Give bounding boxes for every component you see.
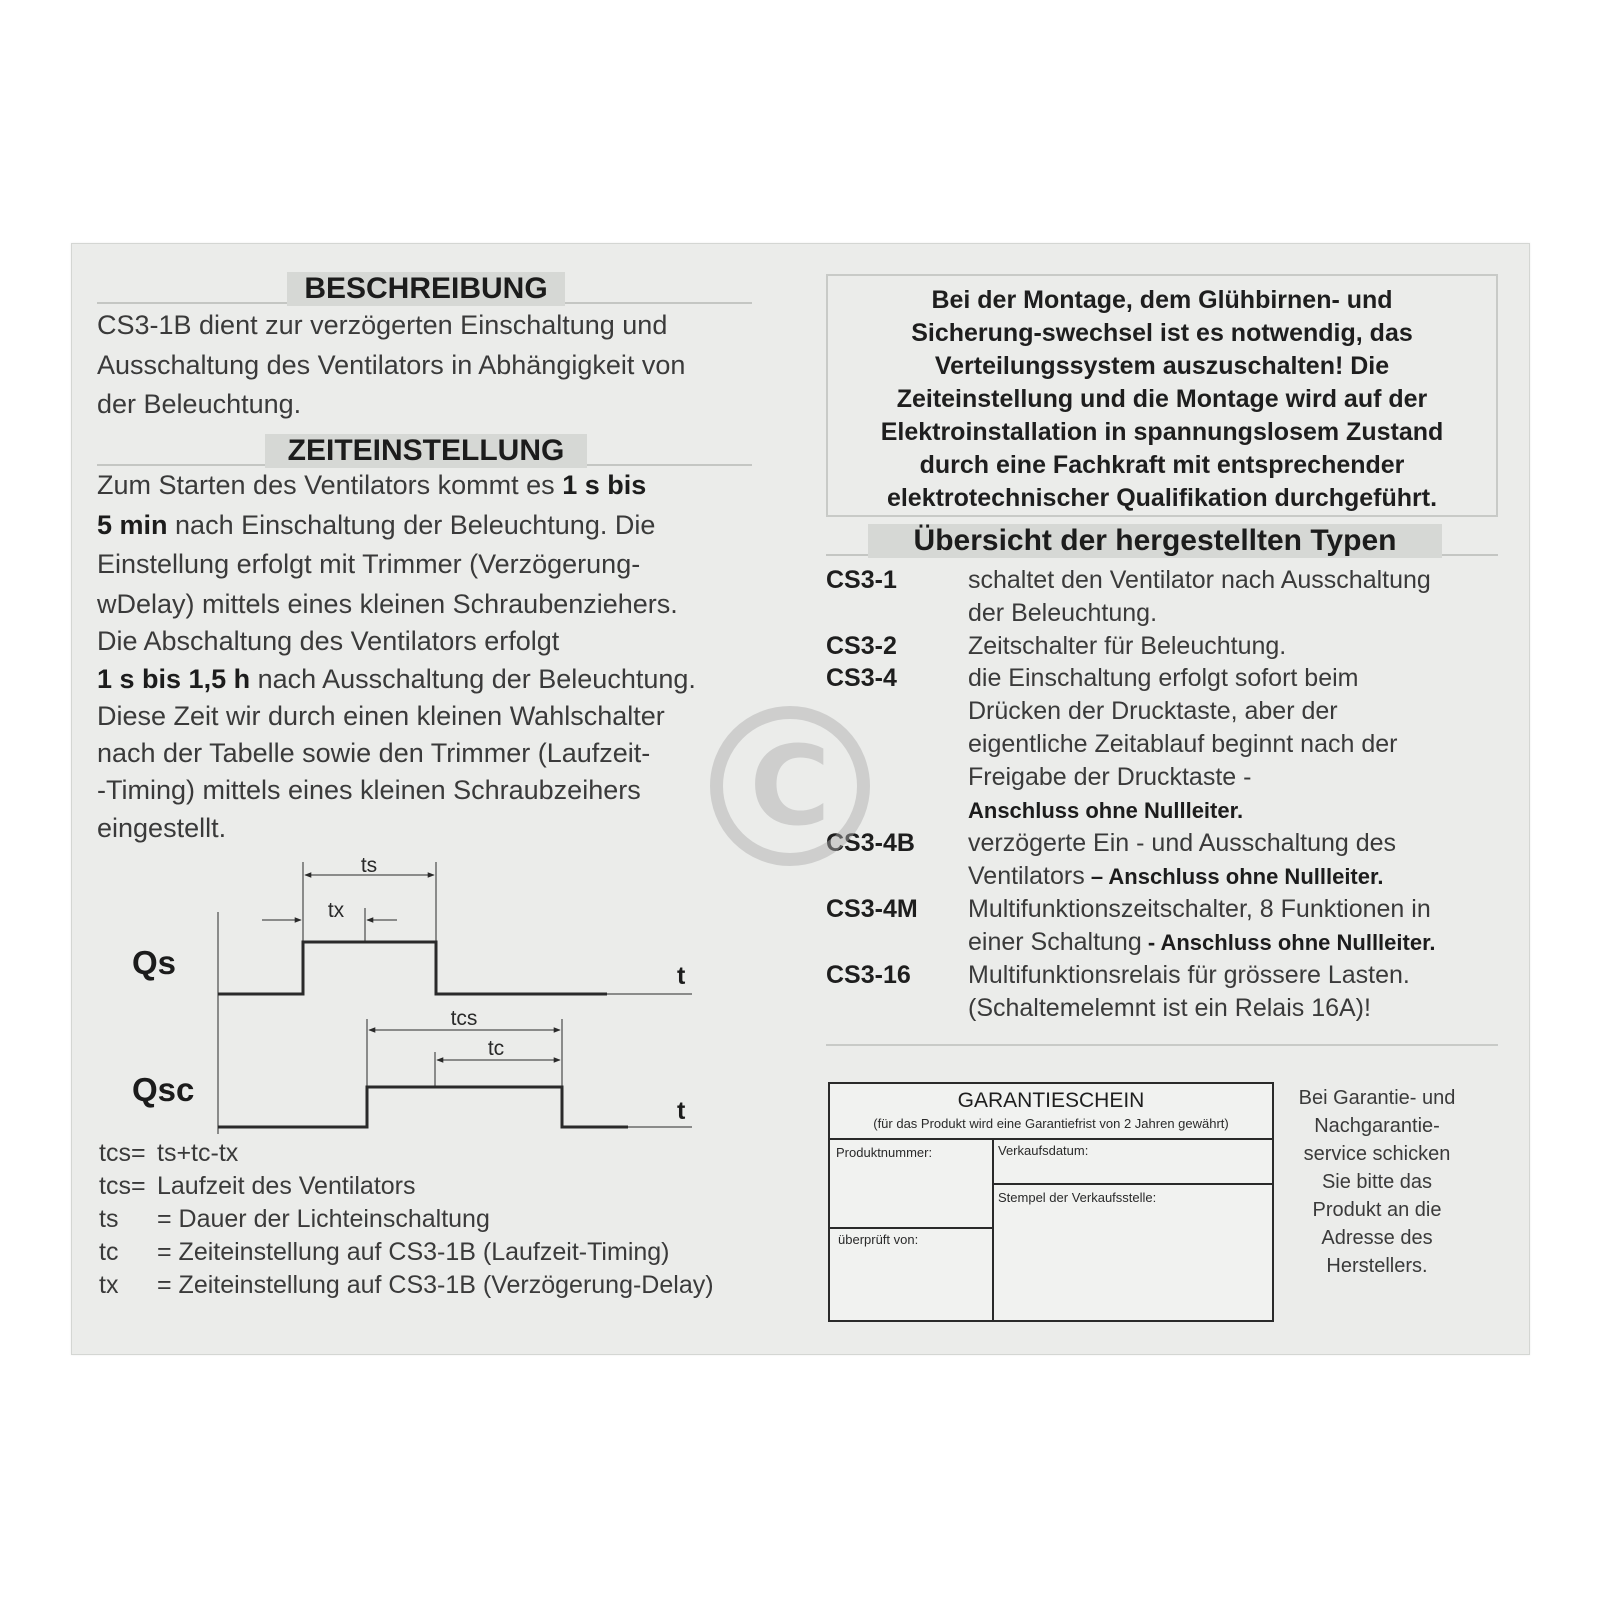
beschreibung-heading-row [97,272,752,304]
warning-line: durch eine Fachkraft mit entsprechender [919,451,1405,479]
text-line: CS3-1B dient zur verzögerten Einschaltung und [97,310,668,340]
type-code: CS3-16 [826,961,911,989]
timing-diagram [72,844,772,1154]
safety-warning-box [826,274,1498,517]
t-label: t [677,1097,686,1125]
type-description: einer Schaltung - Anschluss ohne Nullleiter. [968,928,1436,956]
divider [830,1138,1272,1140]
type-description: Freigabe der Drucktaste - [968,763,1252,791]
beschreibung-heading: BESCHREIBUNG [287,272,565,306]
qs-signal-line [218,942,607,994]
text-line: Einstellung erfolgt mit Trimmer (Verzögerung- [97,549,641,579]
beschreibung-text [97,306,685,425]
warning-line: Elektroinstallation in spannungslosem Zustand [880,418,1444,446]
warning-line: elektrotechnischer Qualifikation durchgeführt. [886,484,1438,512]
zeiteinstellung-heading-row [97,434,752,466]
divider [830,1227,992,1229]
type-description: Zeitschalter für Beleuchtung. [968,632,1287,660]
legend-row: tcs= Laufzeit des Ventilators [99,1172,416,1200]
type-description: verzögerte Ein - und Ausschaltung des [968,829,1397,857]
type-code: CS3-4B [826,829,915,857]
divider [992,1183,1272,1185]
text-line: wDelay) mittels eines kleinen Schraubenziehers. [97,589,678,619]
ts-label: ts [360,854,378,877]
text-line: eingestellt. [97,813,227,843]
text-line: Produkt an die [1312,1199,1442,1221]
text-line: Sie bitte das [1321,1171,1433,1193]
text-line: Diese Zeit wir durch einen kleinen Wahlschalter [97,701,665,731]
type-description: der Beleuchtung. [968,599,1158,627]
qs-label: Qs [132,944,177,981]
qsc-label: Qsc [132,1071,195,1108]
text-line: Bei Garantie- und [1298,1087,1456,1109]
text-line: 5 min nach Einschaltung der Beleuchtung. Die [97,510,656,540]
legend-row: tcs= ts+tc-tx [99,1139,239,1167]
text-line: Adresse des [1321,1227,1433,1249]
legend-row: tx = Zeiteinstellung auf CS3-1B (Verzögerung-Delay) [99,1271,714,1299]
zeiteinstellung-heading: ZEITEINSTELLUNG [265,434,587,468]
tc-label: tc [487,1037,505,1060]
warning-line: Zeiteinstellung und die Montage wird auf der [896,385,1428,413]
type-code: CS3-4 [826,664,897,692]
warning-line: Verteilungssystem auszuschalten! Die [934,352,1390,380]
text-line: -Timing) mittels eines kleinen Schraubzeihers [97,775,641,805]
qsc-signal-line [218,1087,628,1127]
guarantee-certificate [828,1082,1274,1322]
text-line: Herstellers. [1326,1255,1428,1277]
text-line: nach der Tabelle sowie den Trimmer (Laufzeit- [97,738,651,768]
instruction-card [71,243,1530,1355]
type-description: (Schaltemelemnt ist ein Relais 16A)! [968,994,1371,1022]
type-description: Ventilators – Anschluss ohne Nullleiter. [968,862,1384,890]
warning-line: Bei der Montage, dem Glühbirnen- und [931,286,1393,314]
text-line: der Beleuchtung. [97,389,302,420]
product-number-field: Produktnummer: [836,1145,933,1160]
divider [992,1138,994,1320]
text-line: service schicken [1303,1143,1451,1165]
t-label: t [677,962,686,990]
legend-row: ts = Dauer der Lichteinschaltung [99,1205,490,1233]
type-description: eigentliche Zeitablauf beginnt nach der [968,730,1398,758]
type-description: die Einschaltung erfolgt sofort beim [968,664,1359,692]
text-line: 1 s bis 1,5 h nach Ausschaltung der Beleuchtung. [97,664,696,694]
divider [826,1044,1498,1046]
legend-row: tc = Zeiteinstellung auf CS3-1B (Laufzeit-Timing) [99,1238,670,1266]
type-description: Multifunktionszeitschalter, 8 Funktionen in [968,895,1431,923]
text-line: Nachgarantie- [1314,1115,1440,1137]
type-description: Multifunktionsrelais für grössere Lasten. [968,961,1410,989]
checked-by-field: überprüft von: [838,1232,919,1247]
guarantee-note [1292,1084,1462,1280]
type-description: schaltet den Ventilator nach Ausschaltung [968,566,1431,594]
sale-date-field: Verkaufsdatum: [998,1143,1089,1158]
types-heading-row [826,524,1498,556]
stamp-field: Stempel der Verkaufsstelle: [998,1190,1157,1205]
text-line: Zum Starten des Ventilators kommt es 1 s bis [97,470,647,500]
guarantee-subtitle: (für das Produkt wird eine Garantiefrist von 2 Jahren gewährt) [873,1116,1229,1131]
tcs-label: tcs [450,1007,478,1030]
guarantee-title: GARANTIESCHEIN [957,1089,1145,1112]
type-description: Drücken der Drucktaste, aber der [968,697,1338,725]
copyright-watermark-icon: C [710,706,870,866]
type-code: CS3-2 [826,632,897,660]
type-description: Anschluss ohne Nullleiter. [968,798,1244,823]
types-heading: Übersicht der hergestellten Typen [868,524,1442,558]
type-code: CS3-4M [826,895,918,923]
tx-label: tx [327,899,345,922]
text-line: Die Abschaltung des Ventilators erfolgt [97,626,560,656]
warning-line: Sicherung-swechsel ist es notwendig, das [911,319,1413,347]
type-code: CS3-1 [826,566,897,594]
text-line: Ausschaltung des Ventilators in Abhängigkeit von [97,349,686,380]
